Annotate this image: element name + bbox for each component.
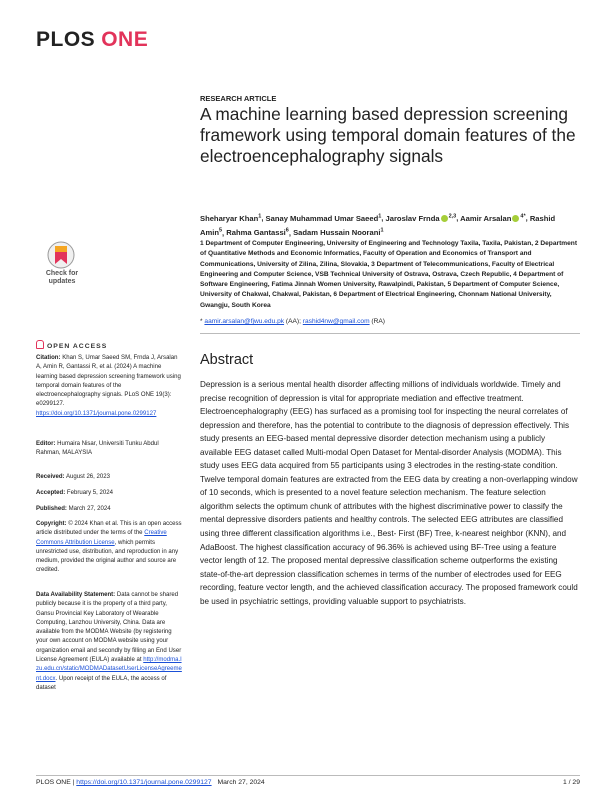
open-lock-icon — [36, 340, 44, 349]
footer-journal: PLOS ONE | — [36, 779, 75, 786]
author-name — [460, 214, 525, 223]
copyright-text-2: , which permits unrestricted use, distribution, and reproduction in any medium, provided the original author and source are credited. — [36, 539, 179, 574]
copyright-label: Copyright: — [36, 521, 67, 527]
email-link-aa[interactable]: aamir.arsalan@fjwu.edu.pk — [204, 318, 285, 325]
check-for-updates-label — [40, 270, 84, 286]
footer-divider — [36, 775, 580, 776]
published-date: March 27, 2024 — [68, 506, 111, 512]
author-name — [293, 228, 383, 237]
data-availability-label: Data Availability Statement: — [36, 592, 116, 598]
divider — [200, 333, 580, 334]
email-link-ra[interactable]: rashid4nw@gmail.com — [302, 318, 370, 325]
copyright-text-1: © 2024 Khan et al. This is an open access article distributed under the terms of the — [36, 521, 182, 537]
article-title: A machine learning based depression screening framework using temporal domain features of the electroencephalography signals — [200, 104, 576, 166]
copyright-block — [36, 520, 184, 576]
open-access-label — [36, 340, 107, 350]
author-affil-sup: 1 — [258, 213, 262, 219]
author-name — [266, 214, 382, 223]
author-affil-sup: 1 — [380, 227, 384, 234]
accepted-label: Accepted: — [36, 490, 66, 496]
page-number: 1 / 29 — [562, 779, 580, 786]
editor-block — [36, 440, 184, 459]
email-tag-ra: (RA) — [371, 318, 385, 325]
author-affil-sup: 6 — [285, 227, 289, 234]
data-availability-text-1: Data cannot be shared publicly because it is the property of a third party, Gansu Provincial Key Laboratory of Wearable Computing, Lanzhou University, China. Data are available from the MODMA Website (by registering your own account on MODMA website using your organization email and secondly by filling an End User License Agreement (EULA) available at — [36, 592, 182, 664]
author-list: Sheharyar Khan$^1$, Sanay Muhammad Umar Saeed$^1$, Jaroslav Frnda $^{2,3}$, Aamir Arsalan $^{4*}$, Rashid Amin$^5$, Rahma Gantassi$^6$, Sadam Hussain Noorani$^1$ — [200, 213, 556, 238]
author-name-text: Sadam Hussain Noorani — [293, 228, 381, 238]
author-affil-sup: 2,3 — [448, 213, 457, 219]
author-name-text: Rashid Amin — [200, 213, 556, 238]
author-affil-sup: 5 — [218, 227, 223, 234]
editor-label: Editor: — [36, 441, 56, 447]
corresponding-emails — [200, 318, 385, 325]
orcid-icon[interactable] — [512, 215, 519, 222]
accepted-block — [36, 489, 184, 498]
section-label: RESEARCH ARTICLE — [200, 94, 277, 103]
open-access-text: OPEN ACCESS — [47, 343, 108, 350]
affiliations: 1 Department of Computer Engineering, University of Engineering and Technology Taxila, Taxila, Pakistan, 2 Department of Quantitative Methods and Economic Informatics, Faculty of Operation and Economics of Transport and Communications, University of Zilina, Zilina, Slovakia, 3 Department of Telecommunications, Faculty of Electrical Engineering and Computer Science, VSB Technical University of Ostrava, Ostrava, Czech Republic, 4 Department of Software Engineering, Fatima Jinnah Women University, Rawalpindi, Pakistan, 5 Department of Computer Science, University of Chakwal, Chakwal, Pakistan, 6 Department of Electrical Engineering, Chonnam National University, Gwangju, South Korea — [200, 240, 578, 309]
citation-block — [36, 354, 184, 419]
editor-text: Humaira Nisar, Universiti Tunku Abdul Rahman, MALAYSIA — [36, 441, 159, 457]
accepted-date: February 5, 2024 — [66, 490, 113, 496]
data-availability-text-2: . Upon receipt of the EULA, the access of dataset — [36, 675, 167, 691]
email-star: * — [200, 318, 203, 325]
abstract-text: Depression is a serious mental health disorder affecting millions of individuals worldwide. Timely and precise recognition of depression is vital for appropriate mediation and effective treatment. Electroencephalography (EEG) has surfaced as a promising tool for inspecting the neural correlates of depression and therefore, has the potential to contribute to the diagnosis of depression effectively. This study presents an EEG-based mental depressive disorder detection mechanism using a publicly available EEG dataset called Multi-modal Open Dataset for Mental-disorder Analysis (MODMA). This study uses EEG data acquired from 55 participants using 3 electrodes in the resting-state condition. Twelve temporal domain features are extracted from the EEG data by creating a non-overlapping window of 10 seconds, which is presented to a novel feature selection mechanism. The feature selection algorithm selects the optimum chunk of attributes with the highest discriminative power to classify the mental depressive disorders patients and healthy controls. The selected EEG attributes are classified using three different classification algorithms i.e., Best- First (BF) Tree, k-nearest neighbor (KNN), and AdaBoost. The highest classification accuracy of 96.36% is achieved using BF-Tree using a feature vector length of 12. The proposed mental depressive classification scheme outperforms the existing state-of-the-art depression classification schemes in terms of the number of electrodes used for EEG recording, feature vector length, and the achieved classification accuracy. The proposed framework could be used in psychiatric settings, providing valuable support to psychiatrists. — [200, 380, 578, 606]
citation-label: Citation: — [36, 355, 61, 361]
abstract-heading: Abstract — [200, 352, 254, 368]
author-name — [200, 214, 261, 223]
author-affil-sup: 4* — [520, 213, 526, 219]
author-affil-sup: 1 — [378, 213, 382, 219]
received-label: Received: — [36, 474, 65, 480]
author-name-text: Jaroslav Frnda — [385, 213, 440, 223]
author-name-text: Sheharyar Khan — [200, 213, 259, 223]
footer-citation — [36, 779, 265, 786]
modma-eula-link[interactable]: http://modma.lzu.edu.cn/static/MODMADatasetUserLicenseAgreement.docx — [36, 657, 182, 682]
author-name-text: Rahma Gantassi — [226, 228, 286, 238]
check-label-line1: Check for — [45, 270, 79, 277]
footer-doi-link[interactable]: https://doi.org/10.1371/journal.pone.0299127 — [76, 779, 212, 786]
citation-text: Khan S, Umar Saeed SM, Frnda J, Arsalan A, Amin R, Gantassi R, et al. (2024) A machine learning based depression screening framework using temporal domain features of the electroencephalography signals. PLoS ONE 19(3): e0299127. — [36, 355, 181, 408]
journal-logo — [36, 28, 148, 52]
citation-doi-link[interactable]: https://doi.org/10.1371/journal.pone.0299127 — [36, 410, 157, 417]
email-tag-aa: (AA); — [285, 318, 301, 325]
published-block — [36, 505, 184, 514]
author-name — [386, 214, 457, 223]
data-availability-block — [36, 591, 184, 693]
footer-date: March 27, 2024 — [217, 779, 265, 786]
author-name-text: Aamir Arsalan — [460, 213, 512, 223]
check-label-line2: updates — [48, 278, 76, 285]
orcid-icon[interactable] — [441, 215, 448, 222]
published-label: Published: — [36, 506, 67, 512]
author-name — [226, 228, 289, 237]
cc-license-link[interactable]: Creative Commons Attribution License — [36, 530, 167, 546]
received-block — [36, 473, 184, 482]
received-date: August 26, 2023 — [65, 474, 110, 480]
logo-plos: PLOS — [36, 28, 96, 51]
bookmark-icon — [36, 240, 86, 270]
author-name-text: Sanay Muhammad Umar Saeed — [265, 213, 379, 223]
logo-one: ONE — [101, 28, 149, 51]
